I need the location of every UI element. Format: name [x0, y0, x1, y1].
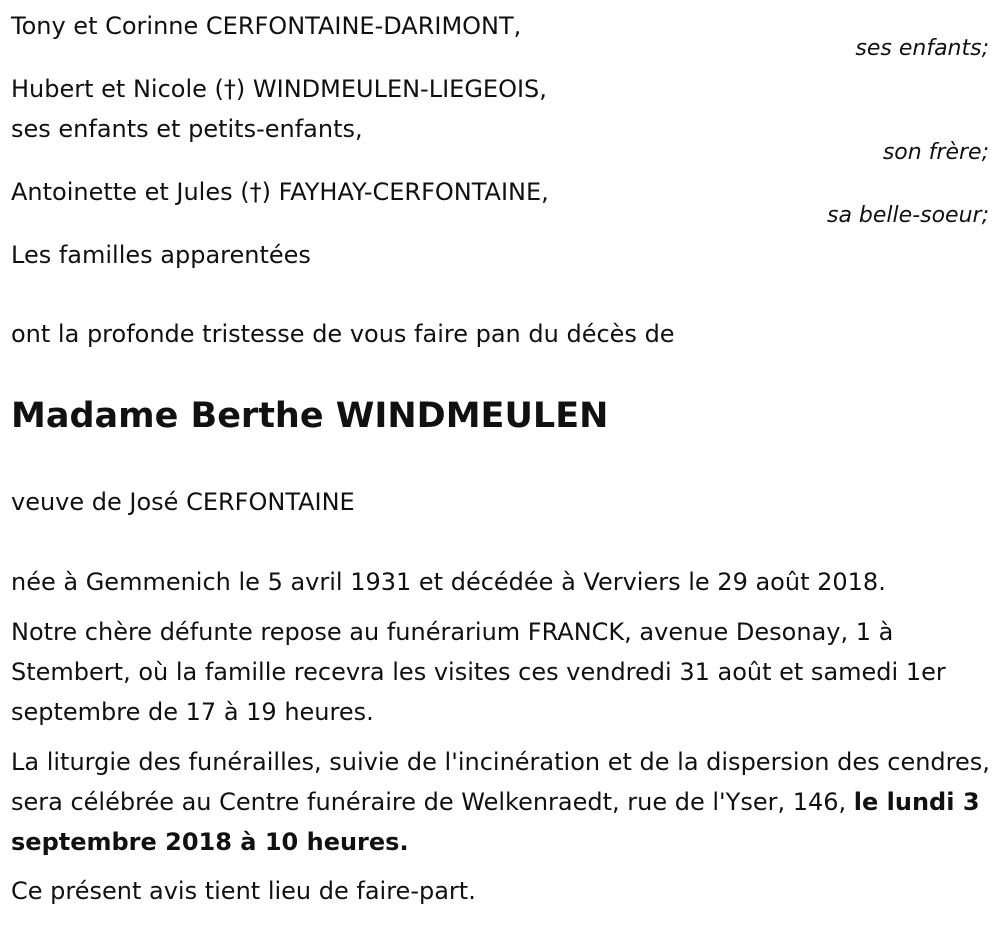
- family-line-children: Tony et Corinne CERFONTAINE-DARIMONT,: [11, 12, 522, 40]
- liturgy-date: le lundi 3 septembre 2018 à 10 heures.: [11, 788, 980, 856]
- deceased-name: Madame Berthe WINDMEULEN: [11, 396, 609, 436]
- family-line-grandchildren: ses enfants et petits-enfants,: [11, 115, 363, 143]
- family-line-relatives: Les familles apparentées: [11, 241, 311, 269]
- role-children: ses enfants;: [855, 36, 989, 61]
- announcement-text: ont la profonde tristesse de vous faire pan du décès de: [11, 320, 675, 348]
- liturgy-paragraph: [11, 742, 991, 862]
- family-line-sister-in-law: Antoinette et Jules (†) FAYHAY-CERFONTAINE,: [11, 178, 549, 206]
- role-brother: son frère;: [882, 140, 989, 165]
- visitation-paragraph: Notre chère défunte repose au funérarium FRANCK, avenue Desonay, 1 à Stembert, où la famille recevra les visites ces vendredi 31 août et samedi 1er septembre de 17 à 19 heures.: [11, 618, 946, 726]
- notice-paragraph: Ce présent avis tient lieu de faire-part.: [11, 877, 476, 905]
- role-sister-in-law: sa belle-soeur;: [827, 203, 989, 228]
- widow-of-text: veuve de José CERFONTAINE: [11, 488, 355, 516]
- family-line-brother: Hubert et Nicole (†) WINDMEULEN-LIEGEOIS,: [11, 75, 547, 103]
- birth-death-paragraph: née à Gemmenich le 5 avril 1931 et décédée à Verviers le 29 août 2018.: [11, 568, 886, 596]
- liturgy-text: La liturgie des funérailles, suivie de l'incinération et de la dispersion des cendres, sera célébrée au Centre funéraire de Welkenraedt, rue de l'Yser, 146,: [11, 748, 990, 816]
